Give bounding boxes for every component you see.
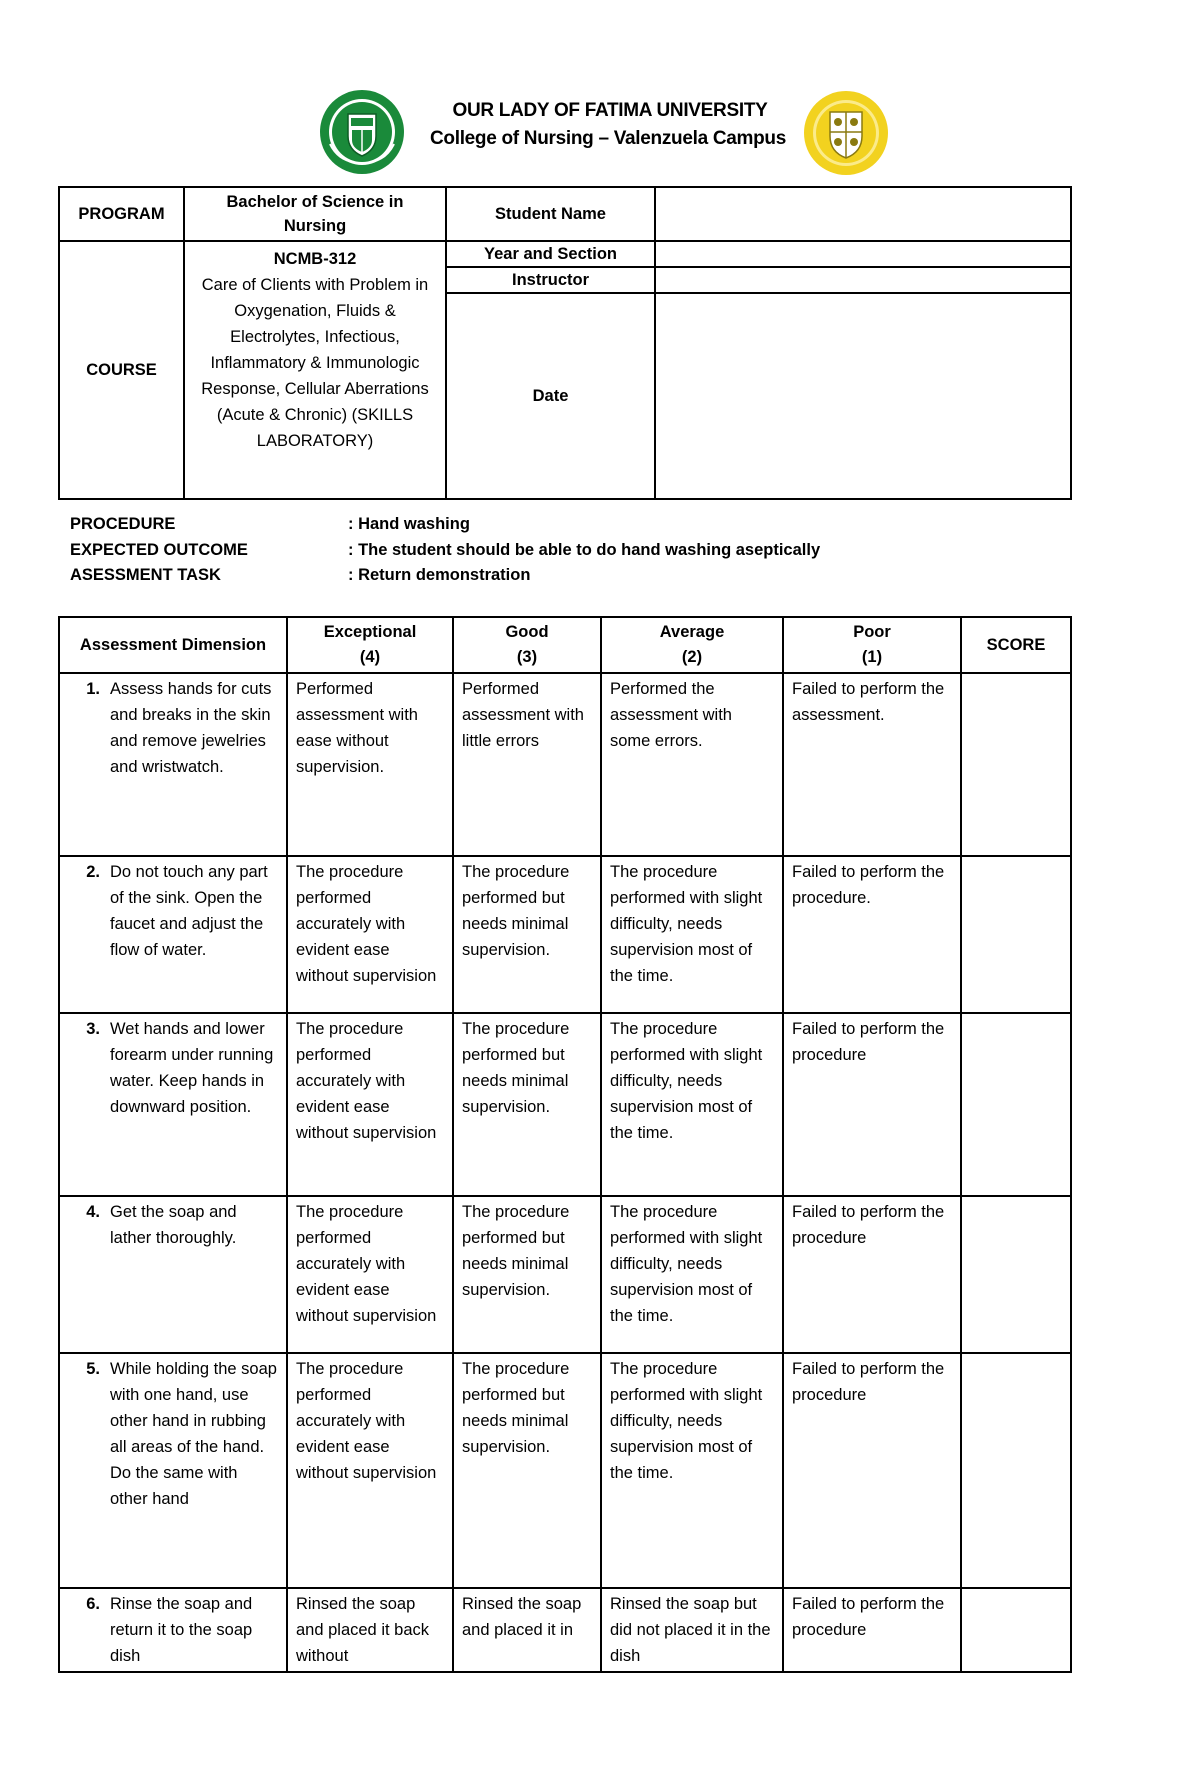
date-field[interactable] xyxy=(655,293,1071,499)
course-code: NCMB-312 xyxy=(273,250,357,268)
poor-criteria: Failed to perform the procedure xyxy=(783,1196,961,1353)
program-label: PROGRAM xyxy=(59,187,184,241)
rubric-table xyxy=(58,616,1072,1673)
item-number: 2. xyxy=(86,863,100,881)
assessment-dimension xyxy=(59,1353,287,1588)
header-poor-label: Poor xyxy=(853,623,891,641)
procedure-value: : Hand washing xyxy=(348,515,470,533)
document-header xyxy=(0,88,1200,188)
course-info-table xyxy=(58,186,1072,500)
header-poor xyxy=(783,617,961,673)
assessment-dimension xyxy=(59,1013,287,1196)
program-value: Bachelor of Science in Nursing xyxy=(184,187,446,241)
header-poor-points: (1) xyxy=(861,648,883,666)
good-criteria: The procedure performed but needs minimal supervision. xyxy=(453,856,601,1013)
average-criteria: The procedure performed with slight difficulty, needs supervision most of the time. xyxy=(601,1196,783,1353)
header-average-points: (2) xyxy=(681,648,703,666)
exceptional-criteria: The procedure performed accurately with evident ease without supervision xyxy=(287,1013,453,1196)
score-field[interactable] xyxy=(961,673,1071,856)
exceptional-criteria: The procedure performed accurately with evident ease without supervision xyxy=(287,856,453,1013)
rubric-row xyxy=(59,1353,1071,1588)
expected-outcome-label: EXPECTED OUTCOME xyxy=(70,540,248,559)
rubric-row xyxy=(59,1588,1071,1672)
dimension-text: Rinse the soap and return it to the soap dish xyxy=(110,1595,253,1665)
dimension-text: Do not touch any part of the sink. Open the faucet and adjust the flow of water. xyxy=(110,863,268,959)
average-criteria: Performed the assessment with some errors. xyxy=(601,673,783,856)
assessment-dimension xyxy=(59,856,287,1013)
header-good xyxy=(453,617,601,673)
student-name-label: Student Name xyxy=(446,187,655,241)
university-name: OUR LADY OF FATIMA UNIVERSITY xyxy=(452,100,768,121)
dimension-text: Get the soap and lather thoroughly. xyxy=(110,1203,237,1247)
dimension-text: Assess hands for cuts and breaks in the skin and remove jewelries and wristwatch. xyxy=(110,680,272,776)
university-seal-icon xyxy=(318,88,406,176)
header-exceptional xyxy=(287,617,453,673)
poor-criteria: Failed to perform the procedure xyxy=(783,1588,961,1672)
year-section-label: Year and Section xyxy=(446,241,655,267)
item-number: 3. xyxy=(86,1020,100,1038)
instructor-field[interactable] xyxy=(655,267,1071,293)
expected-outcome-value: : The student should be able to do hand washing aseptically xyxy=(348,540,821,559)
dimension-text: While holding the soap with one hand, use other hand in rubbing all areas of the hand. Do the same with other hand xyxy=(110,1360,277,1508)
assessment-task-label: ASESSMENT TASK xyxy=(70,566,221,584)
header-average xyxy=(601,617,783,673)
score-field[interactable] xyxy=(961,856,1071,1013)
good-criteria: The procedure performed but needs minimal supervision. xyxy=(453,1353,601,1588)
rubric-row xyxy=(59,1196,1071,1353)
item-number: 1. xyxy=(86,680,100,698)
rubric-row xyxy=(59,856,1071,1013)
average-criteria: The procedure performed with slight difficulty, needs supervision most of the time. xyxy=(601,1353,783,1588)
score-field[interactable] xyxy=(961,1588,1071,1672)
good-criteria: The procedure performed but needs minimal supervision. xyxy=(453,1013,601,1196)
procedure-label: PROCEDURE xyxy=(70,515,176,533)
assessment-dimension xyxy=(59,673,287,856)
procedure-details xyxy=(70,515,1070,592)
course-title: Care of Clients with Problem in Oxygenation, Fluids & Electrolytes, Infectious, Inflammatory & Immunologic Response, Cellular Aberrations (Acute & Chronic) (SKILLS LABORATORY) xyxy=(201,276,429,450)
rubric-row xyxy=(59,673,1071,856)
poor-criteria: Failed to perform the procedure. xyxy=(783,856,961,1013)
exceptional-criteria: Performed assessment with ease without supervision. xyxy=(287,673,453,856)
score-field[interactable] xyxy=(961,1196,1071,1353)
course-label: COURSE xyxy=(59,241,184,499)
college-name: College of Nursing – Valenzuela Campus xyxy=(429,128,787,149)
assessment-dimension xyxy=(59,1196,287,1353)
header-score: SCORE xyxy=(961,617,1071,673)
college-seal-icon xyxy=(802,88,890,178)
item-number: 4. xyxy=(86,1203,100,1221)
year-section-field[interactable] xyxy=(655,241,1071,267)
header-good-label: Good xyxy=(505,623,549,641)
exceptional-criteria: Rinsed the soap and placed it back without xyxy=(287,1588,453,1672)
score-field[interactable] xyxy=(961,1013,1071,1196)
date-label: Date xyxy=(446,293,655,499)
good-criteria: The procedure performed but needs minimal supervision. xyxy=(453,1196,601,1353)
student-name-field[interactable] xyxy=(655,187,1071,241)
header-good-points: (3) xyxy=(516,648,538,666)
assessment-task-value: : Return demonstration xyxy=(348,566,531,584)
good-criteria: Performed assessment with little errors xyxy=(453,673,601,856)
assessment-dimension xyxy=(59,1588,287,1672)
course-description xyxy=(184,241,446,499)
average-criteria: The procedure performed with slight difficulty, needs supervision most of the time. xyxy=(601,856,783,1013)
exceptional-criteria: The procedure performed accurately with evident ease without supervision xyxy=(287,1196,453,1353)
rubric-row xyxy=(59,1013,1071,1196)
average-criteria: The procedure performed with slight difficulty, needs supervision most of the time. xyxy=(601,1013,783,1196)
header-average-label: Average xyxy=(659,623,725,641)
poor-criteria: Failed to perform the assessment. xyxy=(783,673,961,856)
exceptional-criteria: The procedure performed accurately with evident ease without supervision xyxy=(287,1353,453,1588)
header-exceptional-label: Exceptional xyxy=(323,623,417,641)
good-criteria: Rinsed the soap and placed it in xyxy=(453,1588,601,1672)
poor-criteria: Failed to perform the procedure xyxy=(783,1353,961,1588)
item-number: 5. xyxy=(86,1360,100,1378)
header-exceptional-points: (4) xyxy=(359,648,381,666)
average-criteria: Rinsed the soap but did not placed it in the dish xyxy=(601,1588,783,1672)
poor-criteria: Failed to perform the procedure xyxy=(783,1013,961,1196)
item-number: 6. xyxy=(86,1595,100,1613)
dimension-text: Wet hands and lower forearm under running water. Keep hands in downward position. xyxy=(110,1020,274,1116)
header-assessment-dimension: Assessment Dimension xyxy=(59,617,287,673)
instructor-label: Instructor xyxy=(446,267,655,293)
score-field[interactable] xyxy=(961,1353,1071,1588)
